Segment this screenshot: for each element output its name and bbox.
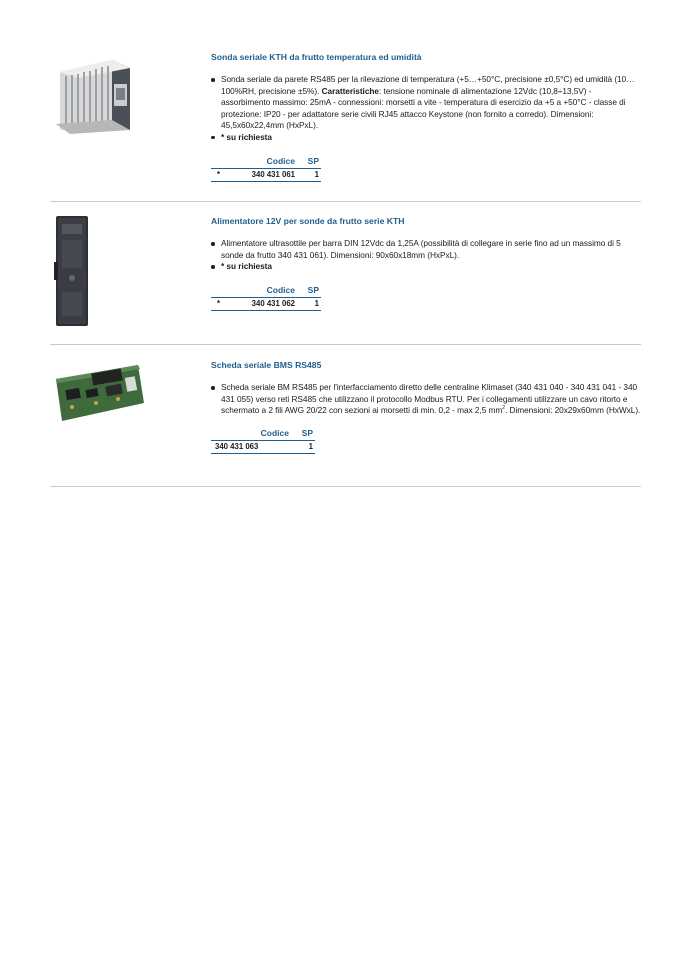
- code-table: [211, 428, 315, 454]
- product-title: Scheda seriale BMS RS485: [211, 360, 322, 370]
- product-code: 340 431 063: [211, 440, 289, 453]
- product-kth-sensor: [50, 40, 641, 202]
- product-power-supply: [50, 202, 641, 345]
- sp-value: 1: [295, 297, 321, 310]
- product-title: Sonda seriale KTH da frutto temperatura ed umidità: [211, 52, 422, 62]
- col-sp: SP: [307, 155, 319, 166]
- product-description: Scheda seriale BM RS485 per l'interfacciamento diretto delle centraline Klimaset (340 431 040 - 340 431 041 - 340 431 055) verso reti RS485 che utilizzano il protocollo Modbus RTU. Per i collegamenti utilizzare un cavo ritorto e schermato a 2 fili AWG 20/22 con sezioni ai morsetti di min. 0,2 - max 2,5 $mm^2$. Dimensioni: 20x29x60mm (HxWxL).: [211, 382, 641, 417]
- code-table: [211, 156, 321, 182]
- table-row: * 340 431 062 1: [211, 297, 321, 310]
- col-sp: SP: [307, 284, 319, 295]
- on-request-note: * su richiesta: [211, 132, 641, 144]
- product-description: Alimentatore ultrasottile per barra DIN 12Vdc da 1,25A (possibilità di collegare in serie fino ad un massimo di 5 sonde da frutto 340 431 061). Dimensioni: 90x60x18mm (HxPxL).: [211, 238, 641, 261]
- col-sp: SP: [301, 427, 313, 438]
- table-row: [211, 440, 315, 453]
- col-codice: Codice: [266, 284, 295, 295]
- product-description: Sonda seriale da parete RS485 per la rilevazione di temperatura (+5…+50°C, precisione ±0,5°C) ed umidità (10… 100%RH, precisione ±5%). Caratteristiche: tensione nominale di alimentazione 12Vdc (10,8÷13,5V) - assorbimento massimo: 25mA - connessioni: morsetti a vite - temperatura di esercizio da +5 a +50°C - classe di protezione: IP20 - per adattatore serie civili RJ45 attacco Keystone (non fornito a corredo). Dimensioni: 45,5x60x22,4mm (HxPxL).: [211, 74, 641, 132]
- col-codice: Codice: [260, 427, 289, 438]
- col-codice: Codice: [266, 155, 295, 166]
- sp-value: 1: [295, 168, 321, 181]
- rs485-board-photo: [52, 359, 148, 425]
- product-code: 340 431 061: [233, 168, 295, 181]
- code-table: [211, 285, 321, 311]
- product-rs485-board: [50, 345, 641, 487]
- table-row: * 340 431 061 1: [211, 168, 321, 181]
- product-title: Alimentatore 12V per sonde da frutto serie KTH: [211, 216, 405, 226]
- on-request-note: * su richiesta: [211, 261, 641, 273]
- kth-sensor-photo: [50, 50, 142, 134]
- sp-value: 1: [289, 440, 315, 453]
- din-power-supply-photo: [52, 214, 92, 330]
- product-code: 340 431 062: [233, 297, 295, 310]
